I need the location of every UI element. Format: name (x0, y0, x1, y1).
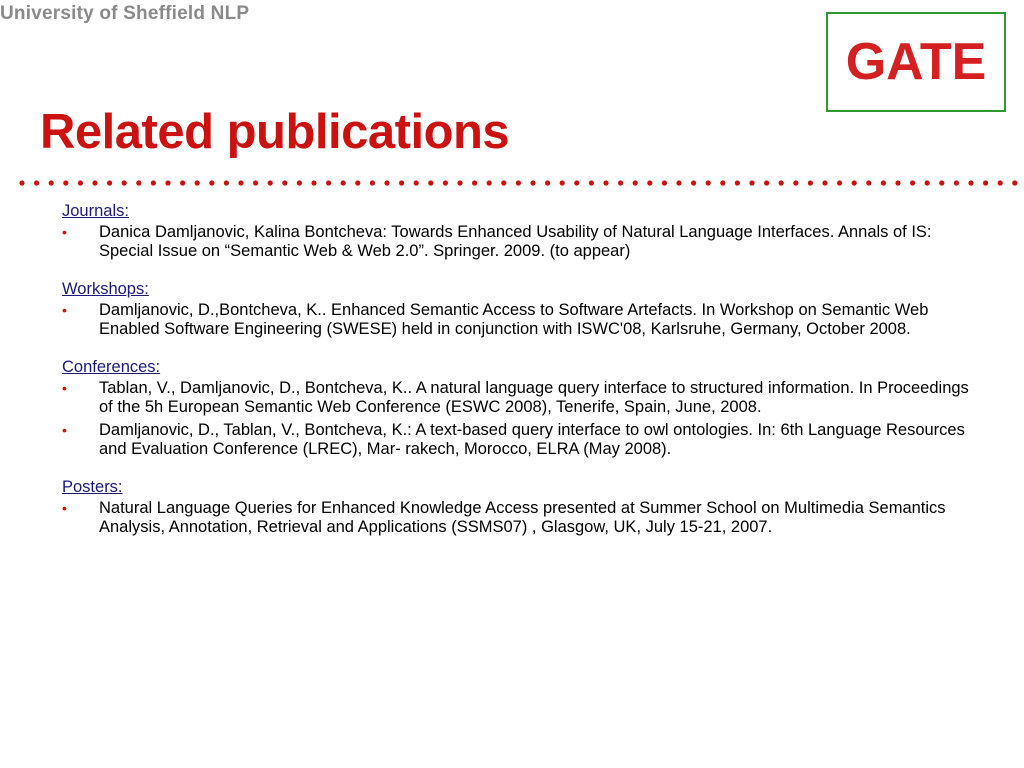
divider-dot (516, 180, 521, 185)
divider-dot (735, 180, 740, 185)
organization-name: University of Sheffield NLP (0, 3, 250, 24)
divider-dot (443, 180, 448, 185)
section-heading: Workshops: (62, 280, 149, 298)
divider-dot (662, 180, 667, 185)
divider-dot (209, 180, 214, 185)
divider-dot (501, 180, 506, 185)
divider-dot (78, 180, 83, 185)
gate-logo (826, 12, 1006, 112)
publication-entry (62, 421, 972, 459)
divider-dot (895, 180, 900, 185)
publication-text: Natural Language Queries for Enhanced Knowledge Access presented at Summer School on Multimedia Semantics Analysis, Annotation, Retrieval and Applications (SSMS07) , Glasgow, UK, July 15-21, 2007. (99, 499, 946, 536)
divider-dot (399, 180, 404, 185)
divider-dot (691, 180, 696, 185)
divider-dot (487, 180, 492, 185)
divider-dot (852, 180, 857, 185)
divider-dot (968, 180, 973, 185)
divider-dot (530, 180, 535, 185)
divider-dot (253, 180, 258, 185)
gate-logo-graphic (829, 15, 1003, 109)
publication-section (62, 478, 972, 537)
divider-dot (297, 180, 302, 185)
divider-dot (822, 180, 827, 185)
divider-dot (720, 180, 725, 185)
publication-section (62, 202, 972, 261)
publication-section (62, 358, 972, 459)
divider-dot (633, 180, 638, 185)
divider-dot (428, 180, 433, 185)
divider-dot (195, 180, 200, 185)
divider-dot (107, 180, 112, 185)
divider-dot (910, 180, 915, 185)
divider-dot (63, 180, 68, 185)
publication-entry (62, 379, 972, 417)
divider-dot (560, 180, 565, 185)
publication-entry (62, 223, 972, 261)
divider-dot (165, 180, 170, 185)
bullet-icon: • (62, 302, 67, 318)
divider-dot (706, 180, 711, 185)
divider-dot (983, 180, 988, 185)
divider-dot (49, 180, 54, 185)
publication-text: Damljanovic, D., Tablan, V., Bontcheva, K.: A text-based query interface to owl ontologies. In: 6th Language Resources and Evaluation Conference (LREC), Mar- rakech, Morocco, ELRA (May 2008). (99, 421, 965, 458)
divider-dot (355, 180, 360, 185)
publication-entry (62, 301, 972, 339)
divider-dot (326, 180, 331, 185)
section-heading: Conferences: (62, 358, 161, 376)
divider-dot (998, 180, 1003, 185)
divider-dot (238, 180, 243, 185)
slide-title: Related publications (40, 105, 510, 159)
divider-dot (925, 180, 930, 185)
divider-dot (282, 180, 287, 185)
divider-dot (881, 180, 886, 185)
divider-dot (939, 180, 944, 185)
divider-dot (268, 180, 273, 185)
bullet-icon: • (62, 500, 67, 516)
divider-dot (122, 180, 127, 185)
bullet-icon: • (62, 422, 67, 438)
divider-dot (866, 180, 871, 185)
divider-dot (136, 180, 141, 185)
publication-entry (62, 499, 972, 537)
divider-dot (647, 180, 652, 185)
divider-dot (92, 180, 97, 185)
divider-dot (341, 180, 346, 185)
divider-dot (764, 180, 769, 185)
divider-dot (589, 180, 594, 185)
dotted-divider (19, 178, 1019, 188)
divider-dot (224, 180, 229, 185)
divider-dot (34, 180, 39, 185)
divider-dot (954, 180, 959, 185)
section-heading: Posters: (62, 478, 123, 496)
gate-logo-text: GATE (845, 33, 987, 91)
divider-dot (837, 180, 842, 185)
divider-dot (676, 180, 681, 185)
publication-text: Tablan, V., Damljanovic, D., Bontcheva, K.. A natural language query interface to structured information. In Proceedings of the 5h European Semantic Web Conference (ESWC 2008), Tenerife, Spain, June, 2008. (99, 379, 969, 416)
divider-dot (311, 180, 316, 185)
divider-dot (151, 180, 156, 185)
divider-dot (603, 180, 608, 185)
divider-dot (779, 180, 784, 185)
publication-text: Danica Damljanovic, Kalina Bontcheva: Towards Enhanced Usability of Natural Language Interfaces. Annals of IS: Special Issue on “Semantic Web & Web 2.0”. Springer. 2009. (to appear) (99, 223, 932, 260)
divider-dot (180, 180, 185, 185)
bullet-icon: • (62, 224, 67, 240)
divider-dot (618, 180, 623, 185)
divider-dot (1012, 180, 1017, 185)
divider-dot (808, 180, 813, 185)
divider-dot (545, 180, 550, 185)
divider-dot (457, 180, 462, 185)
divider-dot (384, 180, 389, 185)
publication-section (62, 280, 972, 339)
publications-list (62, 202, 972, 556)
divider-dot (370, 180, 375, 185)
section-heading: Journals: (62, 202, 129, 220)
divider-dot (414, 180, 419, 185)
divider-dot (749, 180, 754, 185)
divider-dot (574, 180, 579, 185)
bullet-icon: • (62, 380, 67, 396)
divider-dot (793, 180, 798, 185)
divider-dot (472, 180, 477, 185)
publication-text: Damljanovic, D.,Bontcheva, K.. Enhanced Semantic Access to Software Artefacts. In Workshop on Semantic Web Enabled Software Engineering (SWESE) held in conjunction with ISWC'08, Karlsruhe, Germany, October 2008. (99, 301, 929, 338)
divider-dot (19, 180, 24, 185)
